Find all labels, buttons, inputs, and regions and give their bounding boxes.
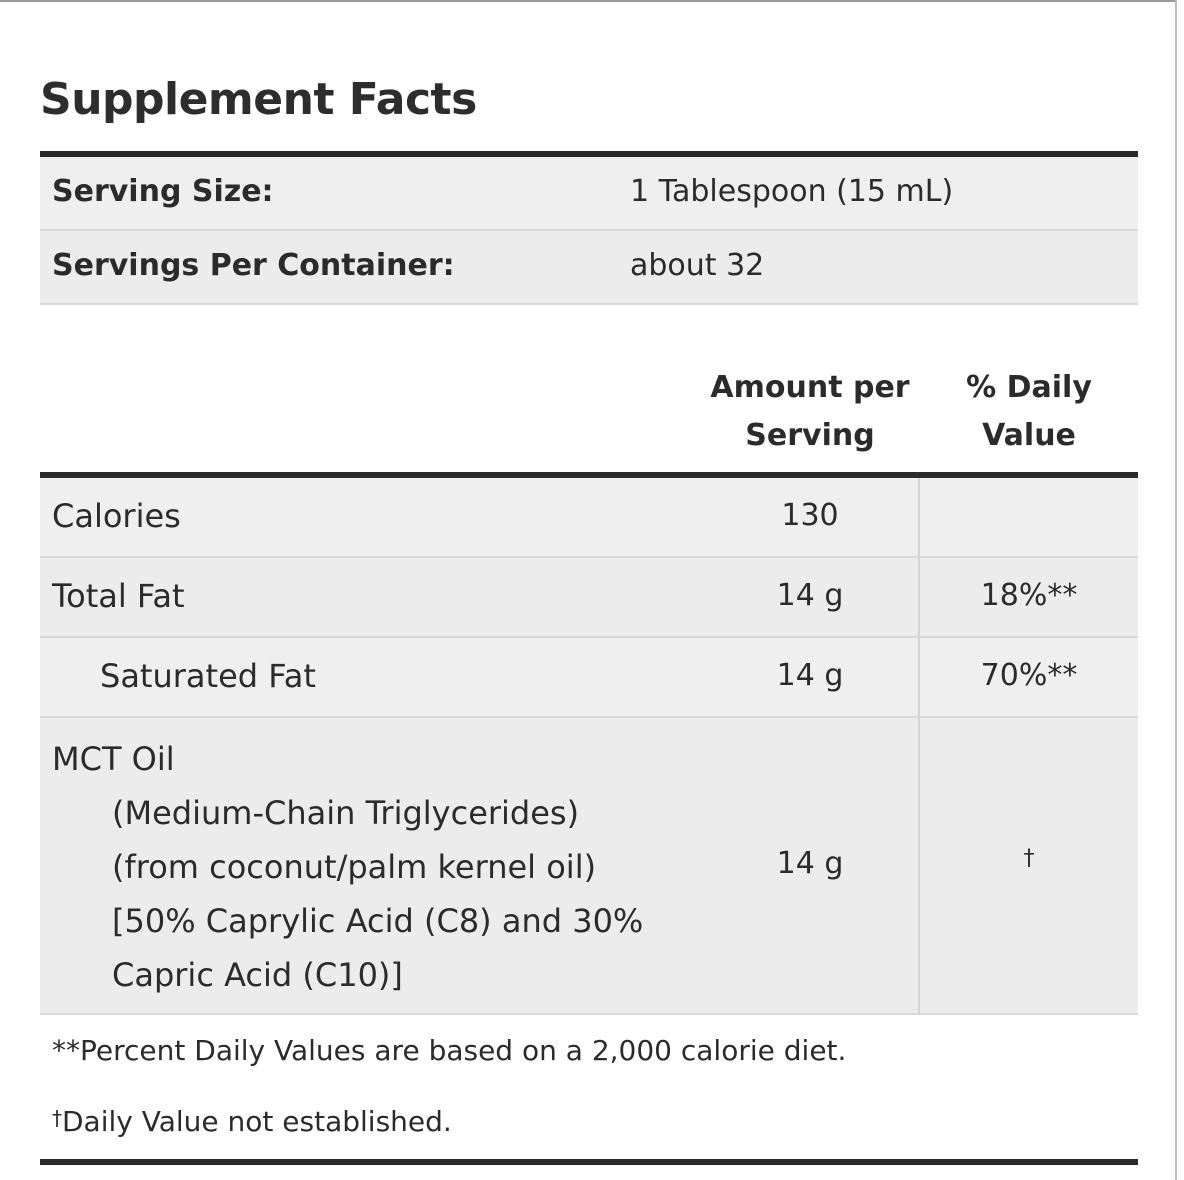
- servings-per-container-value: about 32: [630, 248, 765, 283]
- nutrient-amount: 14 g: [776, 578, 844, 613]
- nutrient-name: Calories: [52, 497, 181, 535]
- mct-oil-description: [52, 732, 643, 1002]
- nutrient-name: Saturated Fat: [100, 657, 316, 695]
- servings-per-container-row: [40, 231, 1138, 305]
- column-separator: [918, 478, 920, 556]
- mct-oil-line-1: (Medium-Chain Triglycerides): [112, 794, 580, 832]
- daily-header-line1: % Daily: [966, 370, 1092, 405]
- servings-per-container-label: Servings Per Container:: [52, 248, 455, 283]
- top-border: [0, 0, 1176, 2]
- nutrient-amount: 14 g: [776, 846, 844, 881]
- nutrient-daily-value: 70%**: [980, 658, 1078, 693]
- daily-value-header: [920, 364, 1138, 460]
- dagger-symbol: †: [52, 1106, 62, 1130]
- amount-per-serving-header: [700, 364, 920, 460]
- amount-header-line2: Serving: [745, 418, 875, 453]
- page-title: Supplement Facts: [40, 74, 477, 125]
- serving-size-label: Serving Size:: [52, 174, 274, 209]
- nutrient-row-total-fat: [40, 558, 1138, 638]
- footnote-dagger-text: Daily Value not established.: [62, 1105, 452, 1138]
- serving-size-value: 1 Tablespoon (15 mL): [630, 174, 954, 209]
- footnote-daily-not-established: [52, 1105, 452, 1138]
- nutrient-daily-value: †: [1023, 846, 1035, 871]
- mct-oil-line-2: (from coconut/palm kernel oil): [112, 848, 597, 886]
- nutrient-row-mct-oil: [40, 718, 1138, 1015]
- daily-header-line2: Value: [982, 418, 1076, 453]
- nutrient-row-saturated-fat: [40, 638, 1138, 718]
- nutrient-daily-value: 18%**: [980, 578, 1078, 613]
- nutrient-name: Total Fat: [52, 577, 185, 615]
- mct-oil-name: MCT Oil: [52, 740, 175, 778]
- right-border: [1175, 0, 1177, 1180]
- nutrient-amount: 14 g: [776, 658, 844, 693]
- nutrient-amount: 130: [781, 498, 839, 533]
- bottom-divider: [40, 1159, 1138, 1165]
- nutrient-row-calories: [40, 478, 1138, 558]
- amount-header-line1: Amount per: [710, 370, 910, 405]
- serving-size-row: [40, 157, 1138, 231]
- mct-oil-line-4: Capric Acid (C10)]: [112, 956, 403, 994]
- footnote-percent-daily: **Percent Daily Values are based on a 2,000 calorie diet.: [52, 1034, 847, 1067]
- mct-oil-line-3: [50% Caprylic Acid (C8) and 30%: [112, 902, 644, 940]
